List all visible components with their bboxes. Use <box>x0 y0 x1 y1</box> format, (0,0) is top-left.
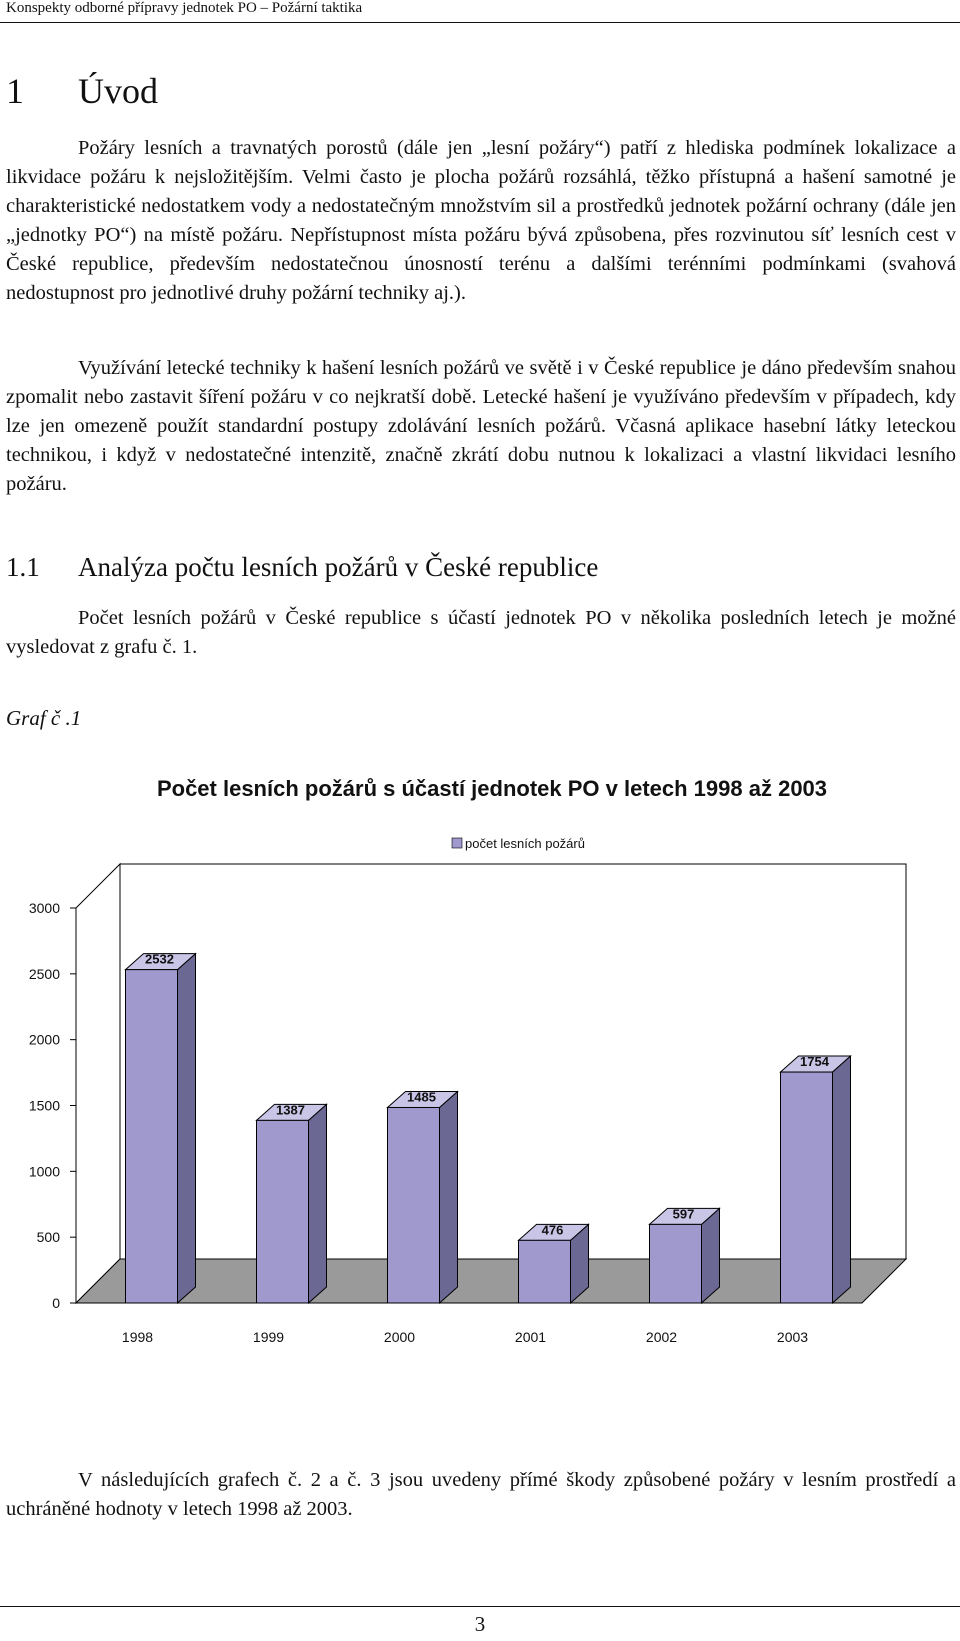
bar <box>126 970 178 1303</box>
subsection-title: Analýza počtu lesních požárů v České republice <box>78 552 599 582</box>
y-tick-label: 1000 <box>28 1163 60 1180</box>
bar <box>519 1240 571 1303</box>
data-label: 1754 <box>800 1054 829 1070</box>
footer-rule <box>0 1606 960 1607</box>
data-label: 1485 <box>407 1089 436 1105</box>
bar-side <box>833 1056 851 1303</box>
y-tick-label: 3000 <box>28 900 60 916</box>
y-tick-label: 1500 <box>28 1097 60 1114</box>
paragraph-closing <box>6 1466 956 1524</box>
paragraph-closing-text: V následujících grafech č. 2 a č. 3 jsou uvedeny přímé škody způsobené požáry v lesním prostředí a uchráněné hodnoty v letech 1998 až 2003. <box>6 1469 956 1520</box>
section-number: 1 <box>6 71 24 111</box>
y-tick-label: 0 <box>52 1295 60 1311</box>
data-label: 2532 <box>145 951 174 967</box>
figure-label: Graf č .1 <box>6 706 82 730</box>
x-tick-label: 2001 <box>514 1329 547 1345</box>
data-label: 597 <box>672 1206 695 1222</box>
paragraph-analysis-text: Počet lesních požárů v České republice s účastí jednotek PO v několika posledních letech je možné vysledovat z grafu č. 1. <box>6 607 956 658</box>
bar-side <box>440 1091 458 1303</box>
bar <box>388 1107 440 1303</box>
side-wall <box>76 864 120 1303</box>
bar-side <box>178 954 196 1303</box>
header-rule <box>0 22 960 23</box>
plot-area <box>29 864 906 1345</box>
x-tick-label: 1999 <box>252 1329 285 1345</box>
data-label: 476 <box>541 1222 564 1238</box>
section-title: Úvod <box>78 71 158 111</box>
bar <box>257 1120 309 1303</box>
running-header: Konspekty odborné přípravy jednotek PO – Požární taktika <box>6 0 363 16</box>
chart-title: Počet lesních požárů s účastí jednotek PO v letech 1998 až 2003 <box>156 776 828 801</box>
paragraph-analysis <box>6 604 956 662</box>
subsection-number: 1.1 <box>6 552 40 582</box>
page-number: 3 <box>474 1612 486 1636</box>
x-tick-label: 2000 <box>383 1329 416 1345</box>
y-tick-label: 2500 <box>28 965 60 982</box>
chart-legend <box>452 836 585 851</box>
legend-label: počet lesních požárů <box>465 836 585 851</box>
data-label: 1387 <box>276 1102 305 1118</box>
x-tick-label: 2003 <box>776 1329 809 1345</box>
bar <box>650 1224 702 1303</box>
bar-side <box>309 1104 327 1303</box>
x-tick-label: 2002 <box>645 1329 678 1345</box>
legend-swatch <box>452 838 462 848</box>
paragraph-intro-text: Požáry lesních a travnatých porostů (dále jen „lesní požáry“) patří z hlediska podmínek lokalizace a likvidace požáru k nejsložitějším. Velmi často je plocha požárů rozsáhlá, těžko přístupná a hašení samotné je charakteristické nedostatkem vody a nedostatečným množstvím sil a prostředků jednotek požární ochrany (dále jen „jednotky PO“) na místě požáru. Nepřístupnost místa požáru bývá způsobena, přes rozvinutou síť lesních cest v České republice, především nedostatečnou únosností terénu a dalšími terénními podmínkami (svahová nedostupnost pro jednotlivé druhy požární techniky aj.). <box>6 137 956 304</box>
y-tick-label: 500 <box>36 1229 60 1246</box>
paragraph-aerial <box>6 354 956 499</box>
bar <box>781 1072 833 1303</box>
paragraph-intro <box>6 134 956 308</box>
bar-chart <box>0 760 960 1360</box>
paragraph-aerial-text: Využívání letecké techniky k hašení lesních požárů ve světě i v České republice je dáno především snahou zpomalit nebo zastavit šíření požáru v co nejkratší době. Letecké hašení je využíváno především v případech, kdy lze jen omezeně použít standardní postupy zdolávání lesních požárů. Včasná aplikace hasební látky leteckou technikou, i když v nedostatečné intenzitě, značně zkrátí dobu nutnou k lokalizaci a vlastní likvidaci lesního požáru. <box>6 357 956 495</box>
y-tick-label: 2000 <box>28 1031 60 1048</box>
x-tick-label: 1998 <box>121 1329 154 1345</box>
